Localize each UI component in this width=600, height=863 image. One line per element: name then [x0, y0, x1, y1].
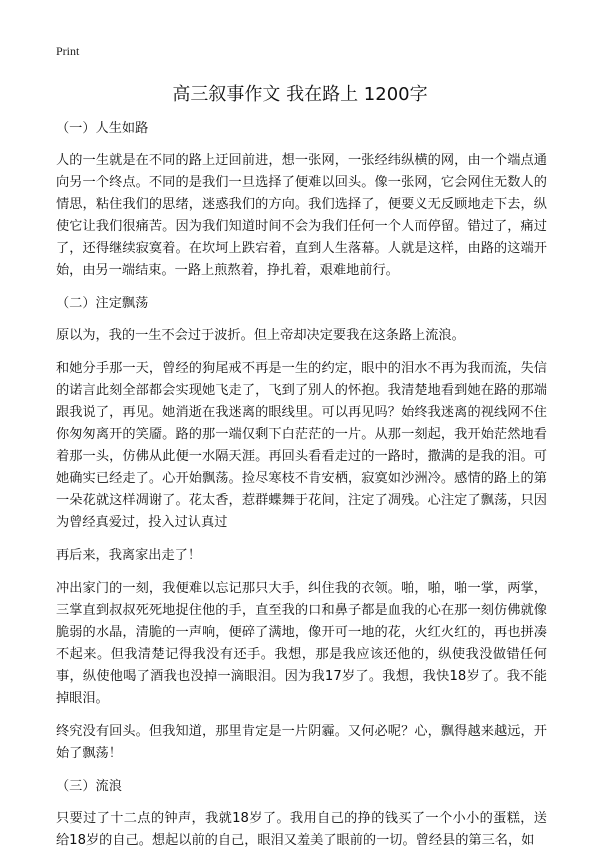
section-2 — [56, 293, 547, 765]
paragraph: 和她分手那一天，曾经的狗尾戒不再是一生的约定，眼中的泪水不再为我而流，失信的诺言此刻全部都会实现她飞走了，飞到了别人的怀抱。我清楚地看到她在路的那端跟我说了，再见。她消逝在我迷离的眼线里。可以再见吗？始终我迷离的视线网不住你匆匆离开的笑靥。路的那一端仅剩下白茫茫的一片。从那一刻起，我开始茫然地看着那一头，仿佛从此便一水隔天涯。再回头看看走过的一路时，撒满的是我的泪。可她确实已经走了。心开始飘荡。捡尽寒枝不肯安栖，寂寞如沙洲冷。感情的路上的第一朵花就这样凋谢了。花太香，惹群蝶舞于花间，注定了凋残。心注定了飘荡，只因为曾经真爱过，投入过认真过 — [56, 361, 547, 530]
section-3 — [56, 776, 547, 852]
section-heading: （二）注定飘荡 — [56, 296, 149, 311]
paragraph: 只要过了十二点的钟声，我就18岁了。我用自己的挣的钱买了一个小小的蛋糕，送给18岁的自己。想起以前的自己，眼泪又羞美了眼前的一切。曾经县的第三名，如 — [56, 811, 547, 848]
paragraph: 人的一生就是在不同的路上迂回前进，想一张网，一张经纬纵横的网，由一个端点通向另一个终点。不同的是我们一旦选择了便难以回头。像一张网，它会网住无数人的情思，粘住我们的思绪，迷惑我们的方向。我们选择了，便要义无反顾地走下去，纵使它让我们很痛苦。因为我们知道时间不会为我们任何一个人而停留。错过了，痛过了，还得继续寂寞着。在坎坷上跌宕着，直到人生落幕。人就是这样，由路的这端开始，由另一端结束。一路上煎熬着，挣扎着，艰难地前行。 — [56, 153, 547, 278]
article-body — [56, 118, 547, 863]
section-heading: （三）流浪 — [56, 779, 122, 794]
section-1 — [56, 118, 547, 282]
section-heading: （一）人生如路 — [56, 121, 149, 136]
paragraph: 再后来，我离家出走了！ — [56, 548, 202, 563]
print-link[interactable]: Print — [56, 44, 80, 58]
paragraph: 冲出家门的一刻，我便难以忘记那只大手，纠住我的衣领。啪，啪，啪一掌，两掌，三掌直到叔叔死死地捉住他的手，直至我的口和鼻子都是血我的心在那一刻仿佛就像脆弱的水晶，清脆的一声响，便碎了满地，像开可一地的花，火红火红的，再也拼凑不起来。但我清楚记得我没有还手。我想，那是我应该还他的，纵使我没做错任何事，纵使他喝了酒我也没掉一滴眼泪。因为我17岁了。我想，我快18岁了。我不能掉眼泪。 — [56, 581, 547, 706]
paragraph: 原以为，我的一生不会过于波折。但上帝却决定要我在这条路上流浪。 — [56, 328, 465, 343]
page-title: 高三叙事作文 我在路上 1200字 — [172, 84, 428, 105]
paragraph: 终究没有回头。但我知道，那里肯定是一片阴霾。又何必呢？心，飘得越来越远，开始了飘荡！ — [56, 724, 547, 761]
